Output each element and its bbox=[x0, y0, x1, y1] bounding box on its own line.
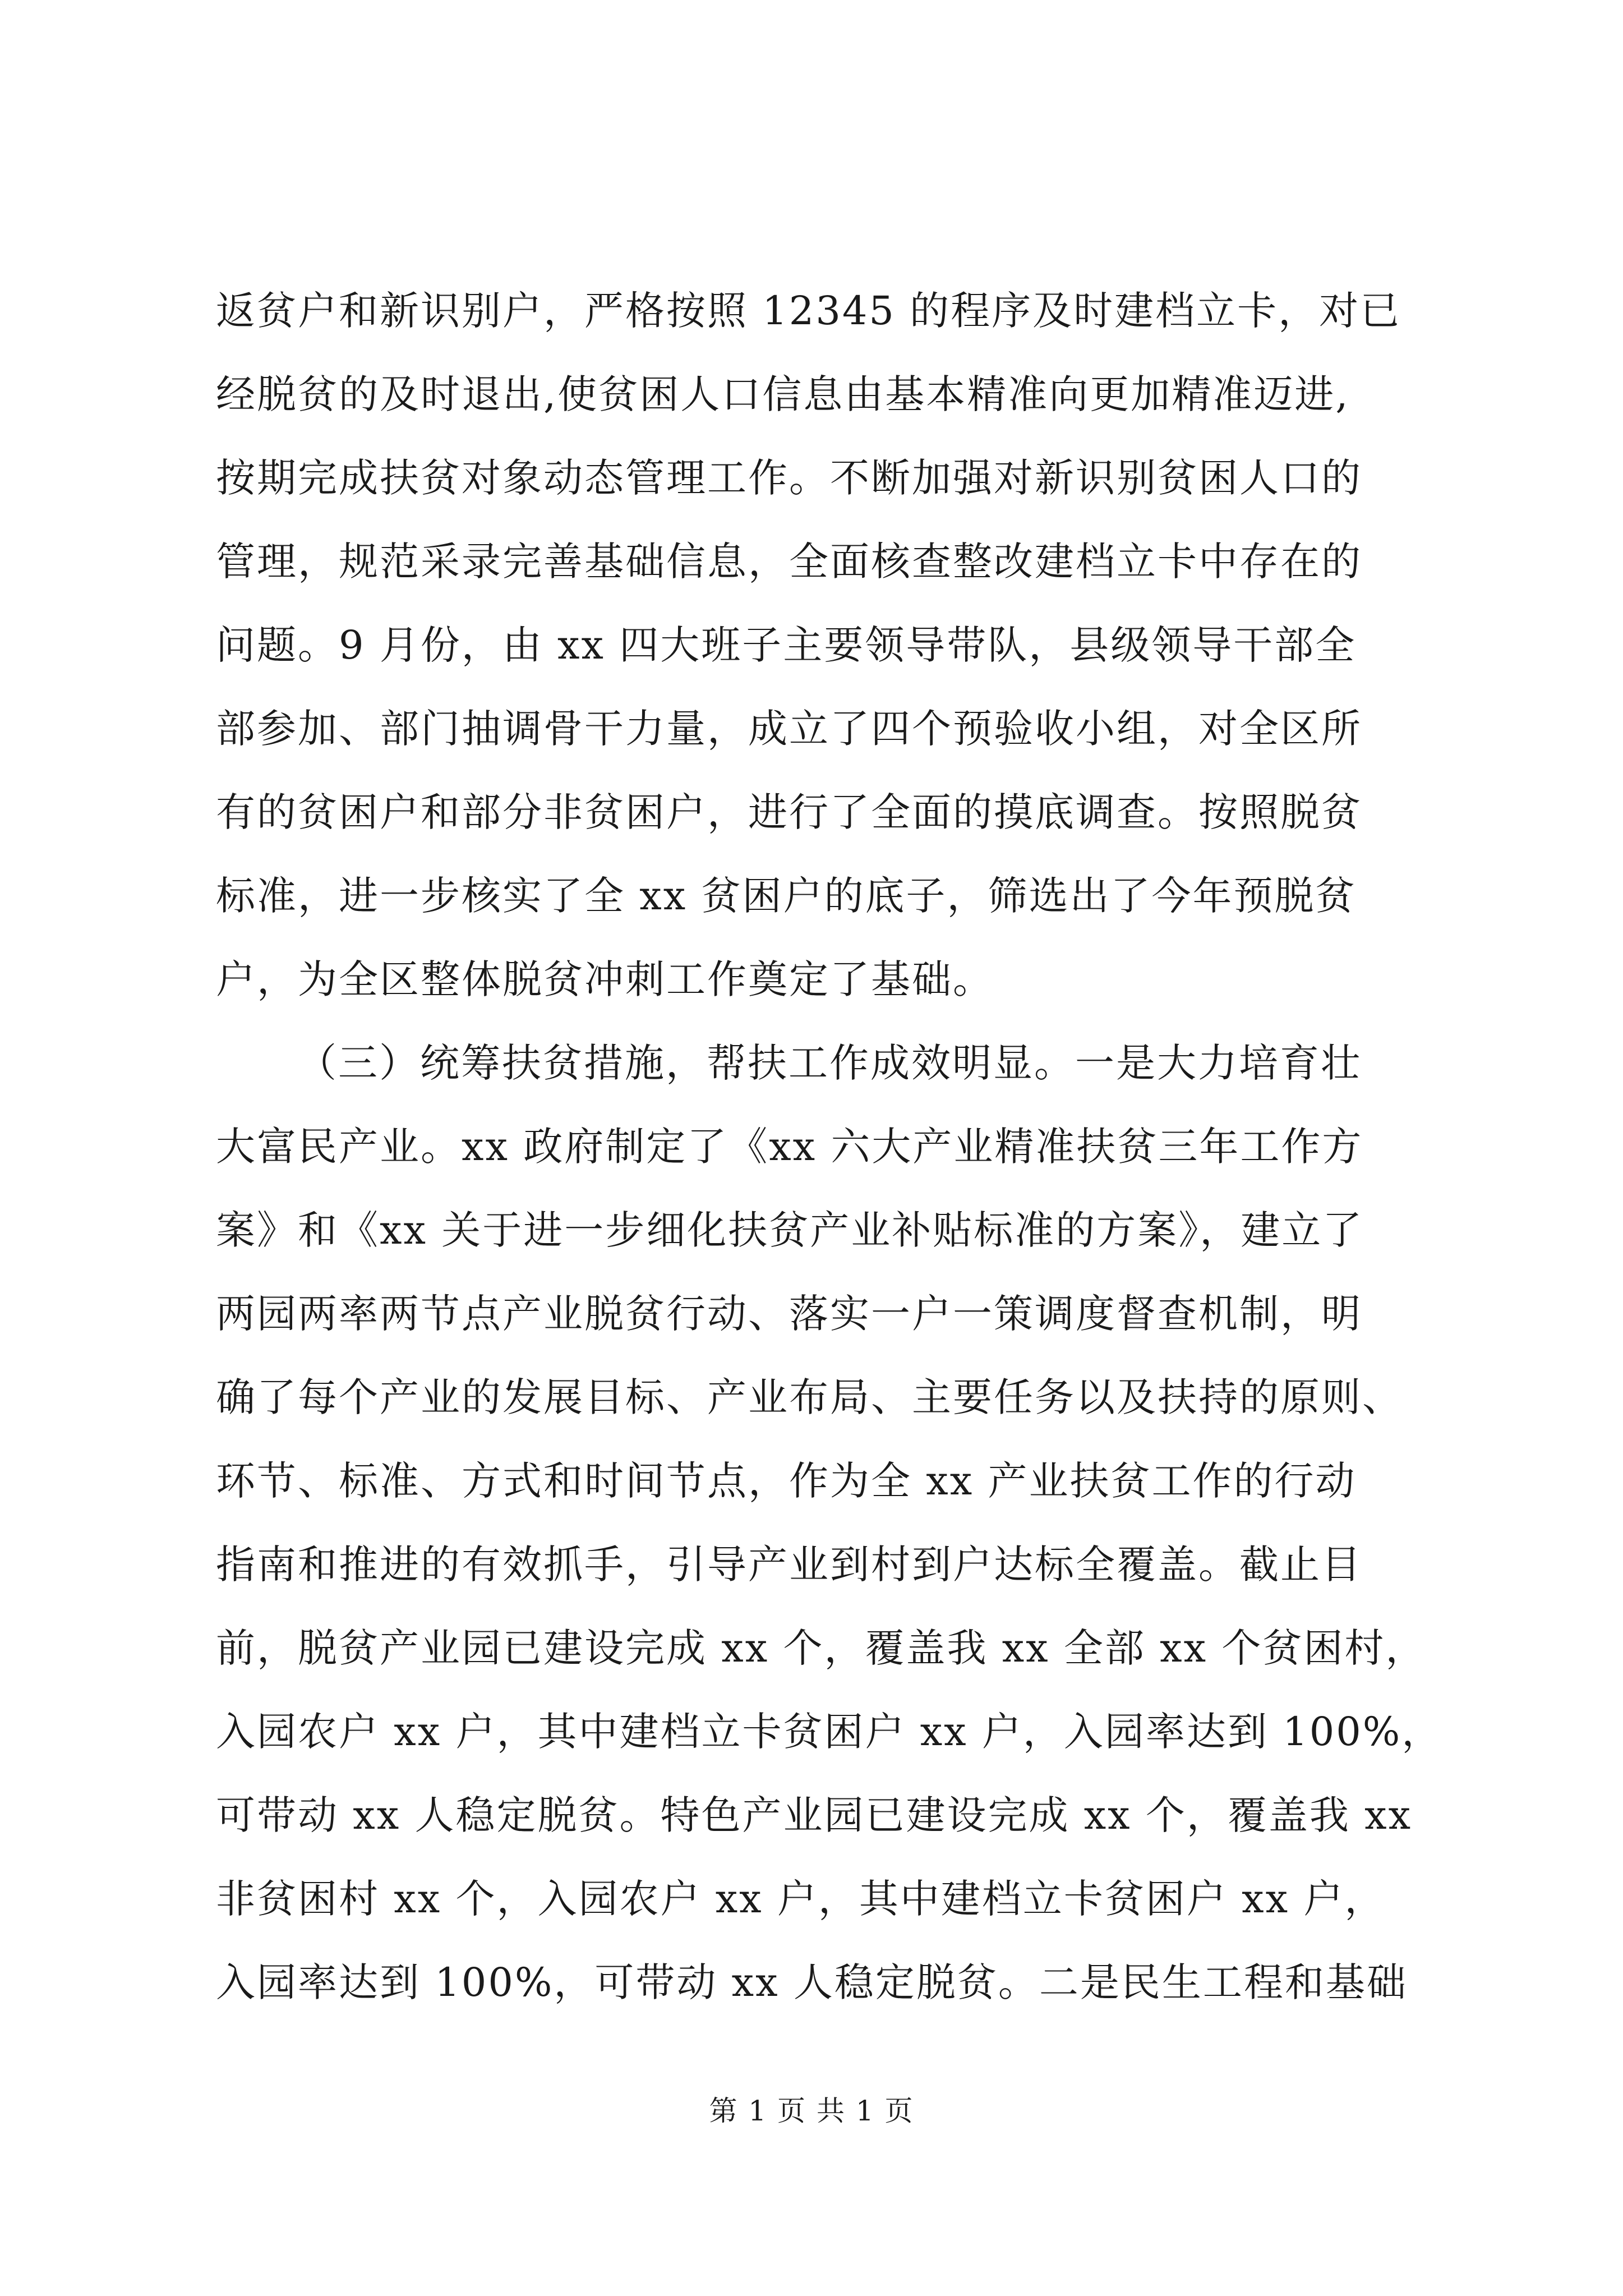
page-number-footer: 第 1 页 共 1 页 bbox=[709, 2095, 914, 2127]
text-line: 确了每个产业的发展目标、产业布局、主要任务以及扶持的原则、 bbox=[216, 1374, 1403, 1420]
text-line: 两园两率两节点产业脱贫行动、落实一户一策调度督查机制，明 bbox=[216, 1291, 1362, 1337]
text-line: 前，脱贫产业园已建设完成 xx 个，覆盖我 xx 全部 xx 个贫困村， bbox=[216, 1625, 1427, 1671]
text-line: 可带动 xx 人稳定脱贫。特色产业园已建设完成 xx 个，覆盖我 xx bbox=[216, 1792, 1413, 1838]
text-line: 按期完成扶贫对象动态管理工作。不断加强对新识别贫困人口的 bbox=[216, 455, 1362, 501]
text-line: 标准，进一步核实了全 xx 贫困户的底子，筛选出了今年预脱贫 bbox=[216, 873, 1357, 919]
section-heading-line: （三）统筹扶贫措施，帮扶工作成效明显。一是大力培育壮 bbox=[297, 1040, 1362, 1086]
text-line: 环节、标准、方式和时间节点，作为全 xx 产业扶贫工作的行动 bbox=[216, 1458, 1357, 1504]
text-line: 案》和《xx 关于进一步细化扶贫产业补贴标准的方案》，建立了 bbox=[216, 1207, 1364, 1253]
text-line: 返贫户和新识别户，严格按照 12345 的程序及时建档立卡，对已 bbox=[216, 288, 1401, 334]
text-line: 入园农户 xx 户，其中建档立卡贫困户 xx 户，入园率达到 100%， bbox=[216, 1709, 1443, 1755]
body-text bbox=[216, 269, 1472, 2024]
text-line: 入园率达到 100%，可带动 xx 人稳定脱贫。二是民生工程和基础 bbox=[216, 1959, 1408, 2005]
text-line: 问题。9 月份，由 xx 四大班子主要领导带队，县级领导干部全 bbox=[216, 622, 1357, 668]
text-line: 管理，规范采录完善基础信息，全面核查整改建档立卡中存在的 bbox=[216, 539, 1362, 585]
text-line: 指南和推进的有效抓手，引导产业到村到户达标全覆盖。截止目 bbox=[216, 1542, 1362, 1588]
text-line: 非贫困村 xx 个，入园农户 xx 户，其中建档立卡贫困户 xx 户， bbox=[216, 1876, 1386, 1922]
text-line: 部参加、部门抽调骨干力量，成立了四个预验收小组，对全区所 bbox=[216, 706, 1362, 752]
text-line: 有的贫困户和部分非贫困户，进行了全面的摸底调查。按照脱贫 bbox=[216, 789, 1362, 835]
text-line: 户，为全区整体脱贫冲刺工作奠定了基础。 bbox=[216, 956, 994, 1002]
text-line: 经脱贫的及时退出,使贫困人口信息由基本精准向更加精准迈进, bbox=[216, 371, 1350, 417]
text-line: 大富民产业。xx 政府制定了《xx 六大产业精准扶贫三年工作方 bbox=[216, 1124, 1363, 1170]
